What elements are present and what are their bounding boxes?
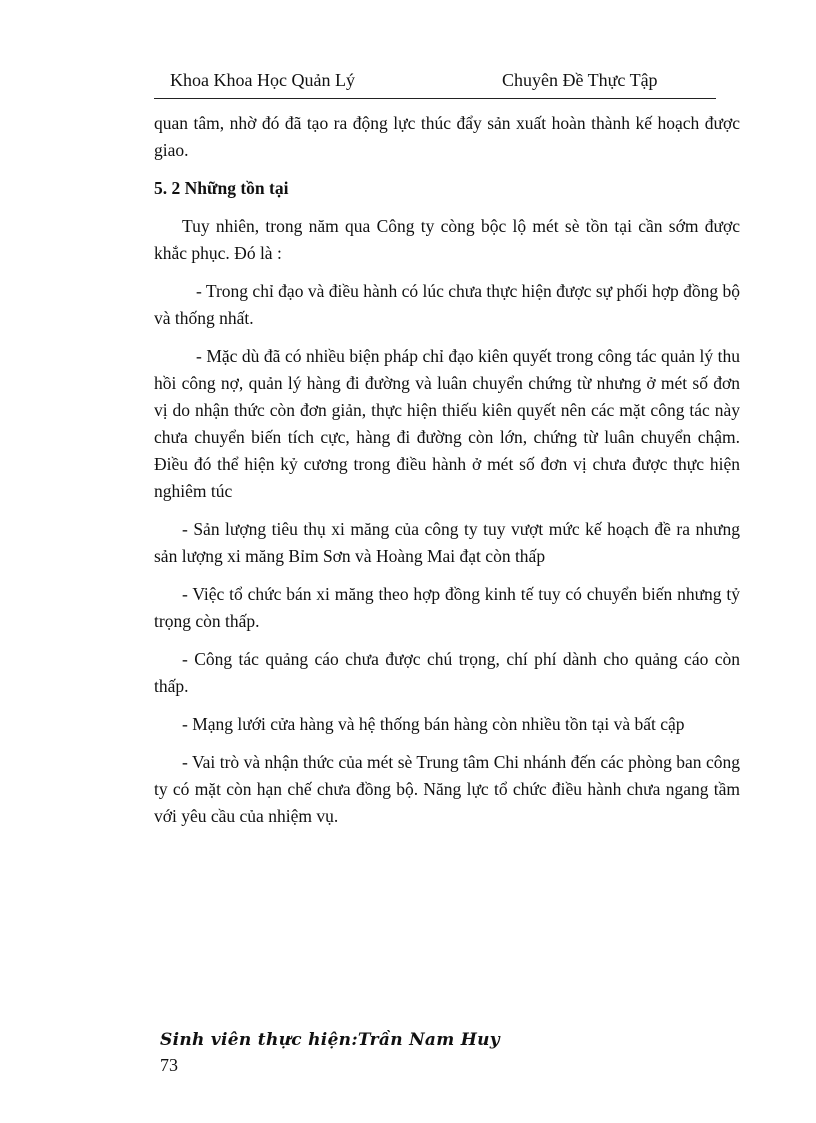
- list-item: - Mạng lưới cửa hàng và hệ thống bán hàng còn nhiều tồn tại và bất cập: [182, 714, 685, 734]
- list-item: - Trong chỉ đạo và điều hành có lúc chưa thực hiện được sự phối hợp đồng bộ và thống nhất.: [154, 281, 740, 328]
- header-document-type: Chuyên Đề Thực Tập: [502, 70, 658, 90]
- list-item: - Vai trò và nhận thức của mét sè Trung tâm Chi nhánh đến các phòng ban công ty có mặt còn hạn chế chưa đồng bộ. Năng lực tổ chức điều hành chưa ngang tầm với yêu cầu của nhiệm vụ.: [154, 752, 740, 826]
- page-number: 73: [160, 1055, 178, 1075]
- list-item: - Việc tổ chức bán xi măng theo hợp đồng kinh tế tuy có chuyển biến nhưng tỷ trọng còn thấp.: [154, 584, 740, 631]
- page-content: [154, 110, 740, 841]
- list-item: - Công tác quảng cáo chưa được chú trọng, chí phí dành cho quảng cáo còn thấp.: [154, 649, 740, 696]
- page-header: [154, 68, 716, 99]
- section-title: 5. 2 Những tồn tại: [154, 178, 289, 198]
- list-item: - Sản lượng tiêu thụ xi măng của công ty tuy vượt mức kế hoạch đề ra nhưng sản lượng xi măng Bỉm Sơn và Hoàng Mai đạt còn thấp: [154, 519, 740, 566]
- list-item: - Mặc dù đã có nhiều biện pháp chỉ đạo kiên quyết trong công tác quản lý thu hồi công nợ, quản lý hàng đi đường và luân chuyển chứng từ nhưng ở mét số đơn vị do nhận thức còn đơn giản, thực hiện thiếu kiên quyết nên các mặt công tác này chưa chuyển biến tích cực, hàng đi đường còn lớn, chứng từ luân chuyển chậm. Điều đó thể hiện kỷ cương trong điều hành ở mét số đơn vị chưa được thực hiện nghiêm túc: [154, 346, 740, 501]
- header-faculty: Khoa Khoa Học Quản Lý: [170, 70, 355, 90]
- intro-paragraph: Tuy nhiên, trong năm qua Công ty còng bộc lộ mét sè tồn tại cần sớm được khắc phục. Đó là :: [154, 216, 740, 263]
- continued-paragraph: quan tâm, nhờ đó đã tạo ra động lực thúc đẩy sản xuất hoàn thành kế hoạch được giao.: [154, 113, 740, 160]
- student-signature: Sinh viên thực hiện:Trần Nam Huy: [160, 1030, 500, 1050]
